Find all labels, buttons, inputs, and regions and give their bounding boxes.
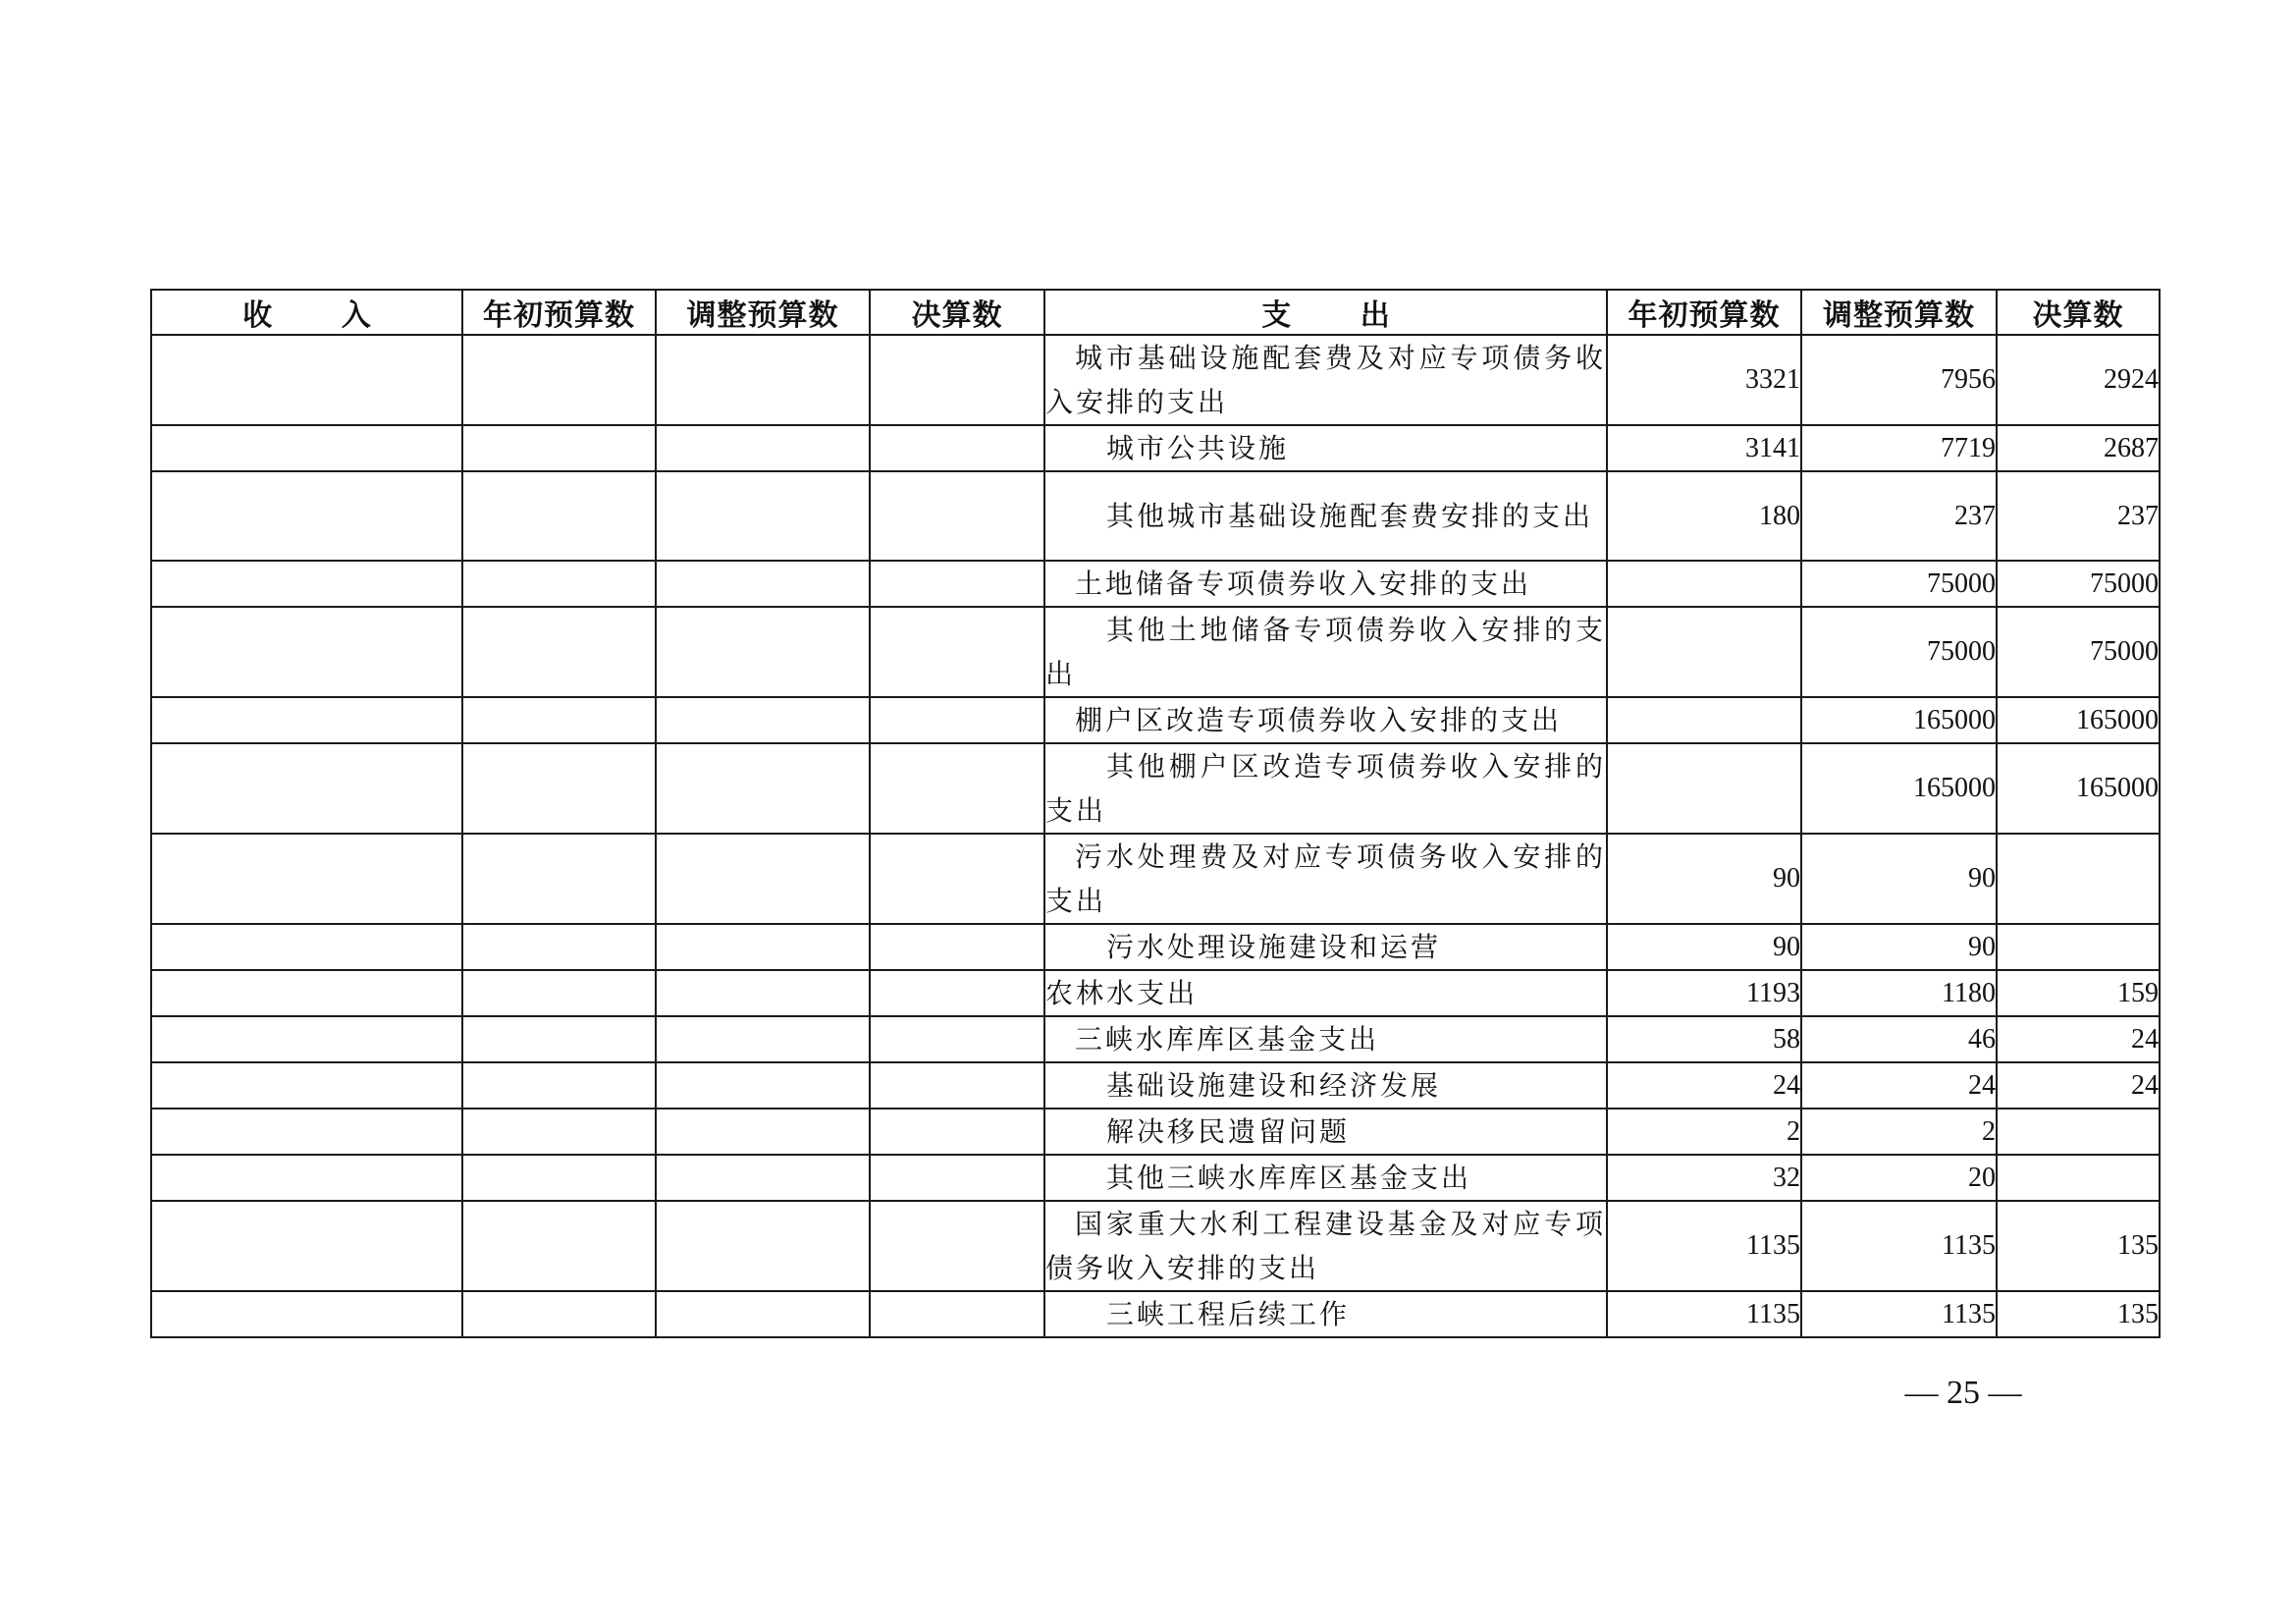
table-row [151,335,2160,425]
header-income-adjusted: 调整预算数 [656,290,870,335]
income-cell [656,924,870,970]
income-cell [870,697,1044,743]
table-row [151,834,2160,924]
expense-item: 三峡工程后续工作 [1044,1291,1607,1337]
expense-final: 2687 [1997,425,2160,471]
income-cell [151,561,462,607]
header-expense-adjusted: 调整预算数 [1801,290,1997,335]
income-cell [151,1016,462,1062]
expense-final: 75000 [1997,607,2160,697]
expense-initial: 3321 [1607,335,1801,425]
expense-adjusted: 1135 [1801,1201,1997,1291]
table-row [151,425,2160,471]
income-cell [870,743,1044,834]
expense-adjusted: 75000 [1801,561,1997,607]
header-expense: 支 出 [1044,290,1607,335]
income-cell [870,1201,1044,1291]
expense-adjusted: 1135 [1801,1291,1997,1337]
income-cell [870,425,1044,471]
income-cell [151,425,462,471]
income-cell [870,834,1044,924]
income-cell [656,697,870,743]
table-row [151,924,2160,970]
expense-item: 三峡水库库区基金支出 [1044,1016,1607,1062]
income-cell [151,970,462,1016]
income-cell [870,1155,1044,1201]
income-cell [656,425,870,471]
header-income-final: 决算数 [870,290,1044,335]
income-cell [151,1201,462,1291]
income-cell [462,970,656,1016]
header-expense-initial: 年初预算数 [1607,290,1801,335]
expense-adjusted: 7956 [1801,335,1997,425]
expense-initial [1607,607,1801,697]
expense-initial [1607,697,1801,743]
table-row [151,743,2160,834]
expense-initial: 24 [1607,1062,1801,1109]
income-cell [151,1109,462,1155]
expense-final [1997,1109,2160,1155]
expense-item: 国家重大水利工程建设基金及对应专项债务收入安排的支出 [1044,1201,1607,1291]
income-cell [462,561,656,607]
expense-item: 其他城市基础设施配套费安排的支出 [1044,471,1607,561]
income-cell [151,471,462,561]
income-cell [151,743,462,834]
expense-initial: 32 [1607,1155,1801,1201]
income-cell [462,743,656,834]
expense-final: 165000 [1997,697,2160,743]
expense-final: 24 [1997,1062,2160,1109]
income-cell [151,607,462,697]
income-cell [656,970,870,1016]
expense-initial: 2 [1607,1109,1801,1155]
income-cell [151,924,462,970]
expense-adjusted: 7719 [1801,425,1997,471]
income-cell [870,335,1044,425]
expense-item: 棚户区改造专项债券收入安排的支出 [1044,697,1607,743]
income-cell [151,1291,462,1337]
expense-adjusted: 2 [1801,1109,1997,1155]
expense-item: 城市公共设施 [1044,425,1607,471]
expense-adjusted: 46 [1801,1016,1997,1062]
expense-adjusted: 237 [1801,471,1997,561]
income-cell [151,834,462,924]
income-cell [870,1291,1044,1337]
expense-initial: 1135 [1607,1291,1801,1337]
income-cell [656,471,870,561]
expense-initial [1607,743,1801,834]
expense-final: 135 [1997,1291,2160,1337]
expense-initial: 90 [1607,834,1801,924]
expense-adjusted: 165000 [1801,743,1997,834]
income-cell [870,561,1044,607]
table-row [151,1016,2160,1062]
expense-final: 75000 [1997,561,2160,607]
budget-table [150,289,2161,1338]
income-cell [656,607,870,697]
header-income: 收 入 [151,290,462,335]
expense-final [1997,834,2160,924]
expense-final [1997,1155,2160,1201]
table-row [151,607,2160,697]
income-cell [656,335,870,425]
table-row [151,1109,2160,1155]
expense-item: 其他三峡水库库区基金支出 [1044,1155,1607,1201]
expense-item: 其他棚户区改造专项债券收入安排的支出 [1044,743,1607,834]
income-cell [151,1062,462,1109]
expense-adjusted: 24 [1801,1062,1997,1109]
expense-adjusted: 90 [1801,834,1997,924]
income-cell [870,924,1044,970]
income-cell [462,1201,656,1291]
income-cell [462,335,656,425]
expense-final: 135 [1997,1201,2160,1291]
income-cell [462,1016,656,1062]
income-cell [151,1155,462,1201]
expense-item: 污水处理设施建设和运营 [1044,924,1607,970]
table-header-row [151,290,2160,335]
expense-final: 24 [1997,1016,2160,1062]
header-expense-final: 决算数 [1997,290,2160,335]
table-row [151,970,2160,1016]
expense-item: 污水处理费及对应专项债务收入安排的支出 [1044,834,1607,924]
income-cell [462,607,656,697]
expense-final [1997,924,2160,970]
expense-adjusted: 1180 [1801,970,1997,1016]
expense-item: 其他土地储备专项债券收入安排的支出 [1044,607,1607,697]
expense-item: 城市基础设施配套费及对应专项债务收入安排的支出 [1044,335,1607,425]
expense-initial: 90 [1607,924,1801,970]
income-cell [870,1109,1044,1155]
income-cell [656,1155,870,1201]
income-cell [656,834,870,924]
income-cell [656,1291,870,1337]
income-cell [870,607,1044,697]
income-cell [656,1016,870,1062]
expense-final: 237 [1997,471,2160,561]
expense-final: 159 [1997,970,2160,1016]
page-number: — 25 — [1904,1375,2022,1411]
income-cell [462,471,656,561]
table-row [151,561,2160,607]
expense-item: 解决移民遗留问题 [1044,1109,1607,1155]
expense-item: 土地储备专项债券收入安排的支出 [1044,561,1607,607]
expense-adjusted: 90 [1801,924,1997,970]
expense-initial: 180 [1607,471,1801,561]
income-cell [462,1062,656,1109]
expense-adjusted: 165000 [1801,697,1997,743]
table-row [151,1201,2160,1291]
expense-initial: 1193 [1607,970,1801,1016]
expense-initial: 58 [1607,1016,1801,1062]
income-cell [870,1062,1044,1109]
expense-final: 2924 [1997,335,2160,425]
income-cell [462,834,656,924]
expense-item: 农林水支出 [1044,970,1607,1016]
table-row [151,1291,2160,1337]
income-cell [462,1155,656,1201]
table-row [151,1062,2160,1109]
table-row [151,697,2160,743]
expense-item: 基础设施建设和经济发展 [1044,1062,1607,1109]
income-cell [656,1109,870,1155]
table-row [151,471,2160,561]
header-income-initial: 年初预算数 [462,290,656,335]
expense-adjusted: 20 [1801,1155,1997,1201]
income-cell [870,471,1044,561]
income-cell [870,1016,1044,1062]
expense-initial: 1135 [1607,1201,1801,1291]
income-cell [870,970,1044,1016]
income-cell [656,1201,870,1291]
income-cell [656,1062,870,1109]
income-cell [462,1109,656,1155]
income-cell [151,697,462,743]
income-cell [656,561,870,607]
table-row [151,1155,2160,1201]
income-cell [462,697,656,743]
expense-final: 165000 [1997,743,2160,834]
expense-initial [1607,561,1801,607]
income-cell [656,743,870,834]
expense-adjusted: 75000 [1801,607,1997,697]
income-cell [462,425,656,471]
income-cell [462,924,656,970]
income-cell [462,1291,656,1337]
income-cell [151,335,462,425]
expense-initial: 3141 [1607,425,1801,471]
